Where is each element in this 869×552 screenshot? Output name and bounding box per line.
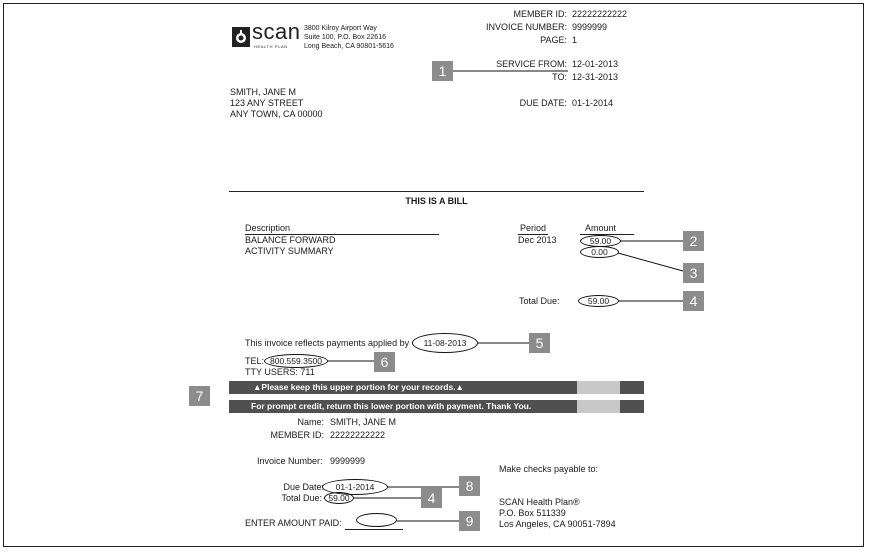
callout-8: 8: [459, 476, 480, 496]
recipient-name: SMITH, JANE M: [230, 87, 297, 97]
header-address-line2: Suite 100, P.O. Box 22616: [304, 34, 386, 41]
stub-due-date-label: Due Date:: [283, 482, 324, 492]
due-date-label: DUE DATE:: [519, 98, 567, 108]
member-id-value: 22222222222: [572, 9, 628, 19]
callout-2: 2: [683, 231, 704, 251]
header-address-line3: Long Beach, CA 90801-5616: [304, 43, 394, 50]
invoice-number-label: INVOICE NUMBER:: [485, 22, 567, 32]
stub-total-due-value: 59.00: [324, 492, 354, 504]
callout-6: 6: [374, 352, 395, 372]
tel-number: 800.559.3500: [264, 354, 328, 368]
member-id-label: MEMBER ID:: [513, 9, 567, 19]
payments-applied-date: 11-08-2013: [412, 333, 478, 353]
row-description-activity-summary: ACTIVITY SUMMARY: [245, 246, 334, 256]
logo-tagline: HEALTH PLAN: [254, 44, 288, 49]
description-header: Description: [245, 223, 291, 233]
payee-city: Los Angeles, CA 90051-7894: [499, 519, 616, 529]
service-from-label: SERVICE FROM:: [496, 59, 567, 69]
amount-header: Amount: [585, 223, 617, 233]
payee-name: SCAN Health Plan®: [499, 497, 580, 507]
callout-7: 7: [189, 386, 210, 406]
callout-4: 4: [683, 291, 704, 311]
total-due-value: 59.00: [578, 295, 619, 307]
callout-3: 3: [683, 263, 704, 283]
stub-invoice-number-value: 9999999: [330, 456, 366, 466]
scan-logo-mark: [232, 27, 250, 47]
bill-title: THIS IS A BILL: [405, 196, 468, 206]
recipient-city: ANY TOWN, CA 00000: [230, 109, 323, 119]
stub-invoice-number-label: Invoice Number:: [257, 456, 323, 466]
enter-amount-paid-underline: [345, 529, 403, 530]
invoice-number-value: 9999999: [572, 22, 608, 32]
service-to-label: TO:: [552, 72, 567, 82]
enter-amount-paid-field[interactable]: [356, 513, 397, 527]
row-period-balance-forward: Dec 2013: [518, 235, 557, 245]
bill-divider: [229, 191, 644, 192]
service-from-value: 12-01-2013: [572, 59, 619, 69]
tel-label: TEL:: [245, 356, 265, 366]
make-checks-payable-label: Make checks payable to:: [499, 464, 599, 474]
upper-portion-text: ▲Please keep this upper portion for your records.▲: [253, 382, 464, 392]
page-value: 1: [572, 35, 578, 45]
payments-applied-text: This invoice reflects payments applied by: [245, 338, 410, 348]
callout-5: 5: [529, 333, 550, 353]
due-date-value: 01-1-2014: [572, 98, 614, 108]
period-header: Period: [520, 223, 547, 233]
row-description-balance-forward: BALANCE FORWARD: [245, 235, 336, 245]
stub-name-value: SMITH, JANE M: [330, 417, 397, 427]
row-amount-activity-summary: 0.00: [580, 246, 619, 258]
enter-amount-paid-label: ENTER AMOUNT PAID:: [245, 518, 342, 528]
logo-wordmark: scan: [252, 19, 301, 44]
header-address-line1: 3800 Kilroy Airport Way: [304, 25, 377, 32]
lower-portion-bar: [229, 400, 644, 413]
stub-member-id-value: 22222222222: [330, 430, 386, 440]
lower-portion-text: For prompt credit, return this lower portion with payment. Thank You.: [251, 401, 532, 411]
recipient-street: 123 ANY STREET: [230, 98, 304, 108]
row-amount-balance-forward: 59.00: [580, 235, 621, 247]
tty-users-text: TTY USERS: 711: [245, 367, 315, 377]
page-label: PAGE:: [540, 35, 567, 45]
callout-4-stub: 4: [421, 488, 442, 508]
total-due-label: Total Due:: [519, 296, 560, 306]
stub-name-label: Name:: [297, 417, 324, 427]
stub-member-id-label: MEMBER ID:: [270, 430, 324, 440]
callout-9: 9: [459, 511, 480, 531]
stub-due-date-value: 01-1-2014: [322, 479, 388, 495]
callout-1: 1: [432, 61, 453, 81]
service-to-value: 12-31-2013: [572, 72, 619, 82]
upper-portion-bar: [229, 381, 644, 394]
payee-po-box: P.O. Box 511339: [499, 508, 566, 518]
stub-total-due-label: Total Due:: [281, 493, 322, 503]
